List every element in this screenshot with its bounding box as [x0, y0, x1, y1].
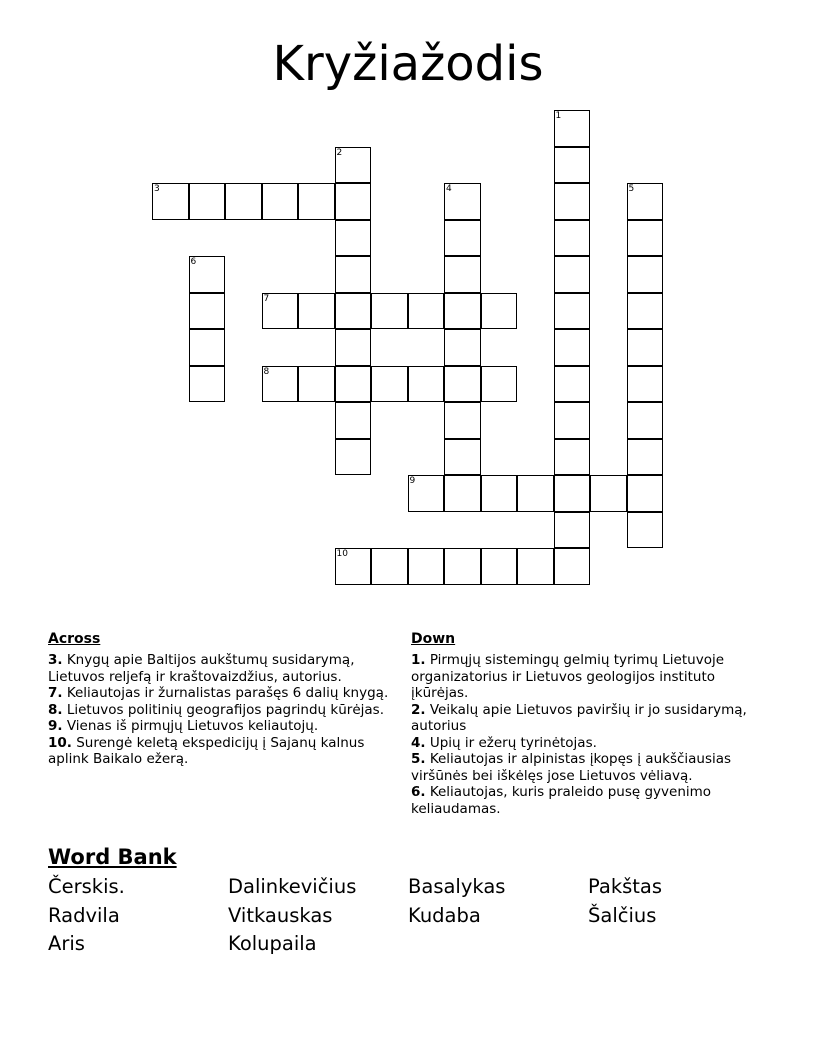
grid-cell[interactable] [335, 402, 372, 439]
grid-cell[interactable] [554, 220, 591, 257]
across-clues [48, 630, 393, 768]
clue-number: 8 [263, 366, 270, 377]
clue-down-2: 2. Veikalų apie Lietuvos paviršių ir jo susidarymą, autorius [411, 701, 747, 734]
clue-number: 7 [263, 293, 270, 304]
grid-cell[interactable] [189, 366, 226, 403]
grid-cell[interactable] [554, 256, 591, 293]
clue-across-7: 7. Keliautojas ir žurnalistas parašęs 6 dalių knygą. [48, 685, 389, 701]
clue-across-9: 9. Vienas iš pirmųjų Lietuvos keliautojų. [48, 718, 319, 734]
word-bank-title: Word Bank [48, 845, 177, 869]
grid-cell[interactable] [627, 183, 664, 220]
grid-cell[interactable] [481, 548, 518, 585]
grid-cell[interactable] [554, 110, 591, 147]
grid-cell[interactable] [408, 366, 445, 403]
grid-cell[interactable] [444, 183, 481, 220]
grid-cell[interactable] [554, 439, 591, 476]
grid-cell[interactable] [335, 439, 372, 476]
clue-number: 9 [409, 476, 416, 486]
clue-across-3: 3. Knygų apie Baltijos aukštumų susidarymą, Lietuvos reljefą ir kraštovaizdžius, autorius. [48, 652, 355, 685]
grid-cell[interactable] [335, 329, 372, 366]
grid-cell[interactable] [481, 366, 518, 403]
grid-cell[interactable] [298, 366, 335, 403]
grid-cell[interactable] [335, 548, 372, 585]
word-bank-item: Pakštas [588, 875, 663, 898]
grid-cell[interactable] [408, 548, 445, 585]
grid-cell[interactable] [627, 293, 664, 330]
word-bank-item: Dalinkevičius [228, 875, 357, 898]
grid-cell[interactable] [371, 366, 408, 403]
clue-across-8: 8. Lietuvos politinių geografijos pagrindų kūrėjas. [48, 701, 384, 718]
grid-cell[interactable] [517, 475, 554, 512]
word-bank-item: Basalykas [408, 875, 506, 898]
grid-cell[interactable] [481, 475, 518, 512]
grid-cell[interactable] [189, 293, 226, 330]
grid-cell[interactable] [225, 183, 262, 220]
clue-down-6: 6. Keliautojas, kuris praleido pusę gyvenimo keliaudamas. [411, 784, 712, 817]
grid-cell[interactable] [444, 475, 481, 512]
grid-cell[interactable] [481, 293, 518, 330]
clue-down-4: 4. Upių ir ežerų tyrinėtojas. [411, 734, 597, 751]
page-title: Kryžiažodis [272, 36, 544, 92]
grid-cell[interactable] [335, 147, 372, 184]
grid-cell[interactable] [444, 293, 481, 330]
grid-cell[interactable] [590, 475, 627, 512]
word-bank-item: Vitkauskas [228, 903, 333, 927]
grid-cell[interactable] [554, 402, 591, 439]
grid-cell[interactable] [444, 256, 481, 293]
grid-cell[interactable] [627, 512, 664, 549]
clue-number: 4 [446, 184, 452, 194]
grid-cell[interactable] [554, 329, 591, 366]
grid-cell[interactable] [262, 183, 299, 220]
down-clues [411, 630, 776, 817]
grid-cell[interactable] [189, 183, 226, 220]
grid-cell[interactable] [444, 366, 481, 403]
grid-cell[interactable] [335, 293, 372, 330]
clue-across-10: 10. Surengė keletą ekspedicijų į Sajanų kalnus aplink Baikalo ežerą. [48, 734, 365, 767]
clue-down-1: 1. Pirmųjų sistemingų gelmių tyrimų Lietuvoje organizatorius ir Lietuvos geologijos instituto įkūrėjas. [411, 652, 725, 701]
grid-cell[interactable] [627, 366, 664, 403]
clue-down-5: 5. Keliautojas ir alpinistas įkopęs į aukščiausias viršūnės bei iškėlęs jose Lietuvos vėliavą. [411, 751, 732, 784]
grid-cell[interactable] [335, 183, 372, 220]
grid-cell[interactable] [627, 402, 664, 439]
grid-cell[interactable] [627, 256, 664, 293]
grid-cell[interactable] [189, 256, 226, 293]
clue-number: 2 [336, 147, 343, 158]
grid-cell[interactable] [554, 147, 591, 184]
grid-cell[interactable] [627, 475, 664, 512]
word-bank-item: Aris [48, 932, 85, 955]
word-bank-item: Radvila [48, 903, 120, 927]
word-bank-item: Šalčius [588, 903, 657, 927]
word-bank-item: Kolupaila [228, 932, 317, 955]
grid-cell[interactable] [152, 183, 189, 220]
clue-number: 10 [336, 549, 348, 559]
grid-cell[interactable] [444, 402, 481, 439]
clue-number: 5 [628, 184, 635, 194]
grid-cell[interactable] [554, 366, 591, 403]
grid-cell[interactable] [444, 548, 481, 585]
grid-cell[interactable] [554, 183, 591, 220]
grid-cell[interactable] [371, 548, 408, 585]
grid-cell[interactable] [554, 512, 591, 549]
down-heading: Down [411, 631, 456, 647]
word-bank-item: Kudaba [408, 903, 481, 927]
grid-cell[interactable] [335, 366, 372, 403]
grid-cell[interactable] [444, 439, 481, 476]
grid-cell[interactable] [298, 293, 335, 330]
grid-cell[interactable] [554, 293, 591, 330]
grid-cell[interactable] [335, 256, 372, 293]
grid-cell[interactable] [408, 293, 445, 330]
grid-cell[interactable] [298, 183, 335, 220]
grid-cell[interactable] [554, 475, 591, 512]
grid-cell[interactable] [444, 329, 481, 366]
grid-cell[interactable] [189, 329, 226, 366]
clue-number: 3 [154, 184, 160, 194]
grid-cell[interactable] [262, 293, 299, 330]
grid-cell[interactable] [554, 548, 591, 585]
grid-cell[interactable] [627, 329, 664, 366]
grid-cell[interactable] [627, 220, 664, 257]
clue-number: 6 [190, 257, 197, 267]
grid-cell[interactable] [262, 366, 299, 403]
grid-cell[interactable] [627, 439, 664, 476]
word-bank-item: Čerskis. [48, 875, 125, 898]
grid-cell[interactable] [335, 220, 372, 257]
clue-number: 1 [555, 111, 562, 121]
grid-cell[interactable] [371, 293, 408, 330]
grid-cell[interactable] [444, 220, 481, 257]
grid-cell[interactable] [408, 475, 445, 512]
grid-cell[interactable] [517, 548, 554, 585]
across-heading: Across [48, 631, 101, 647]
